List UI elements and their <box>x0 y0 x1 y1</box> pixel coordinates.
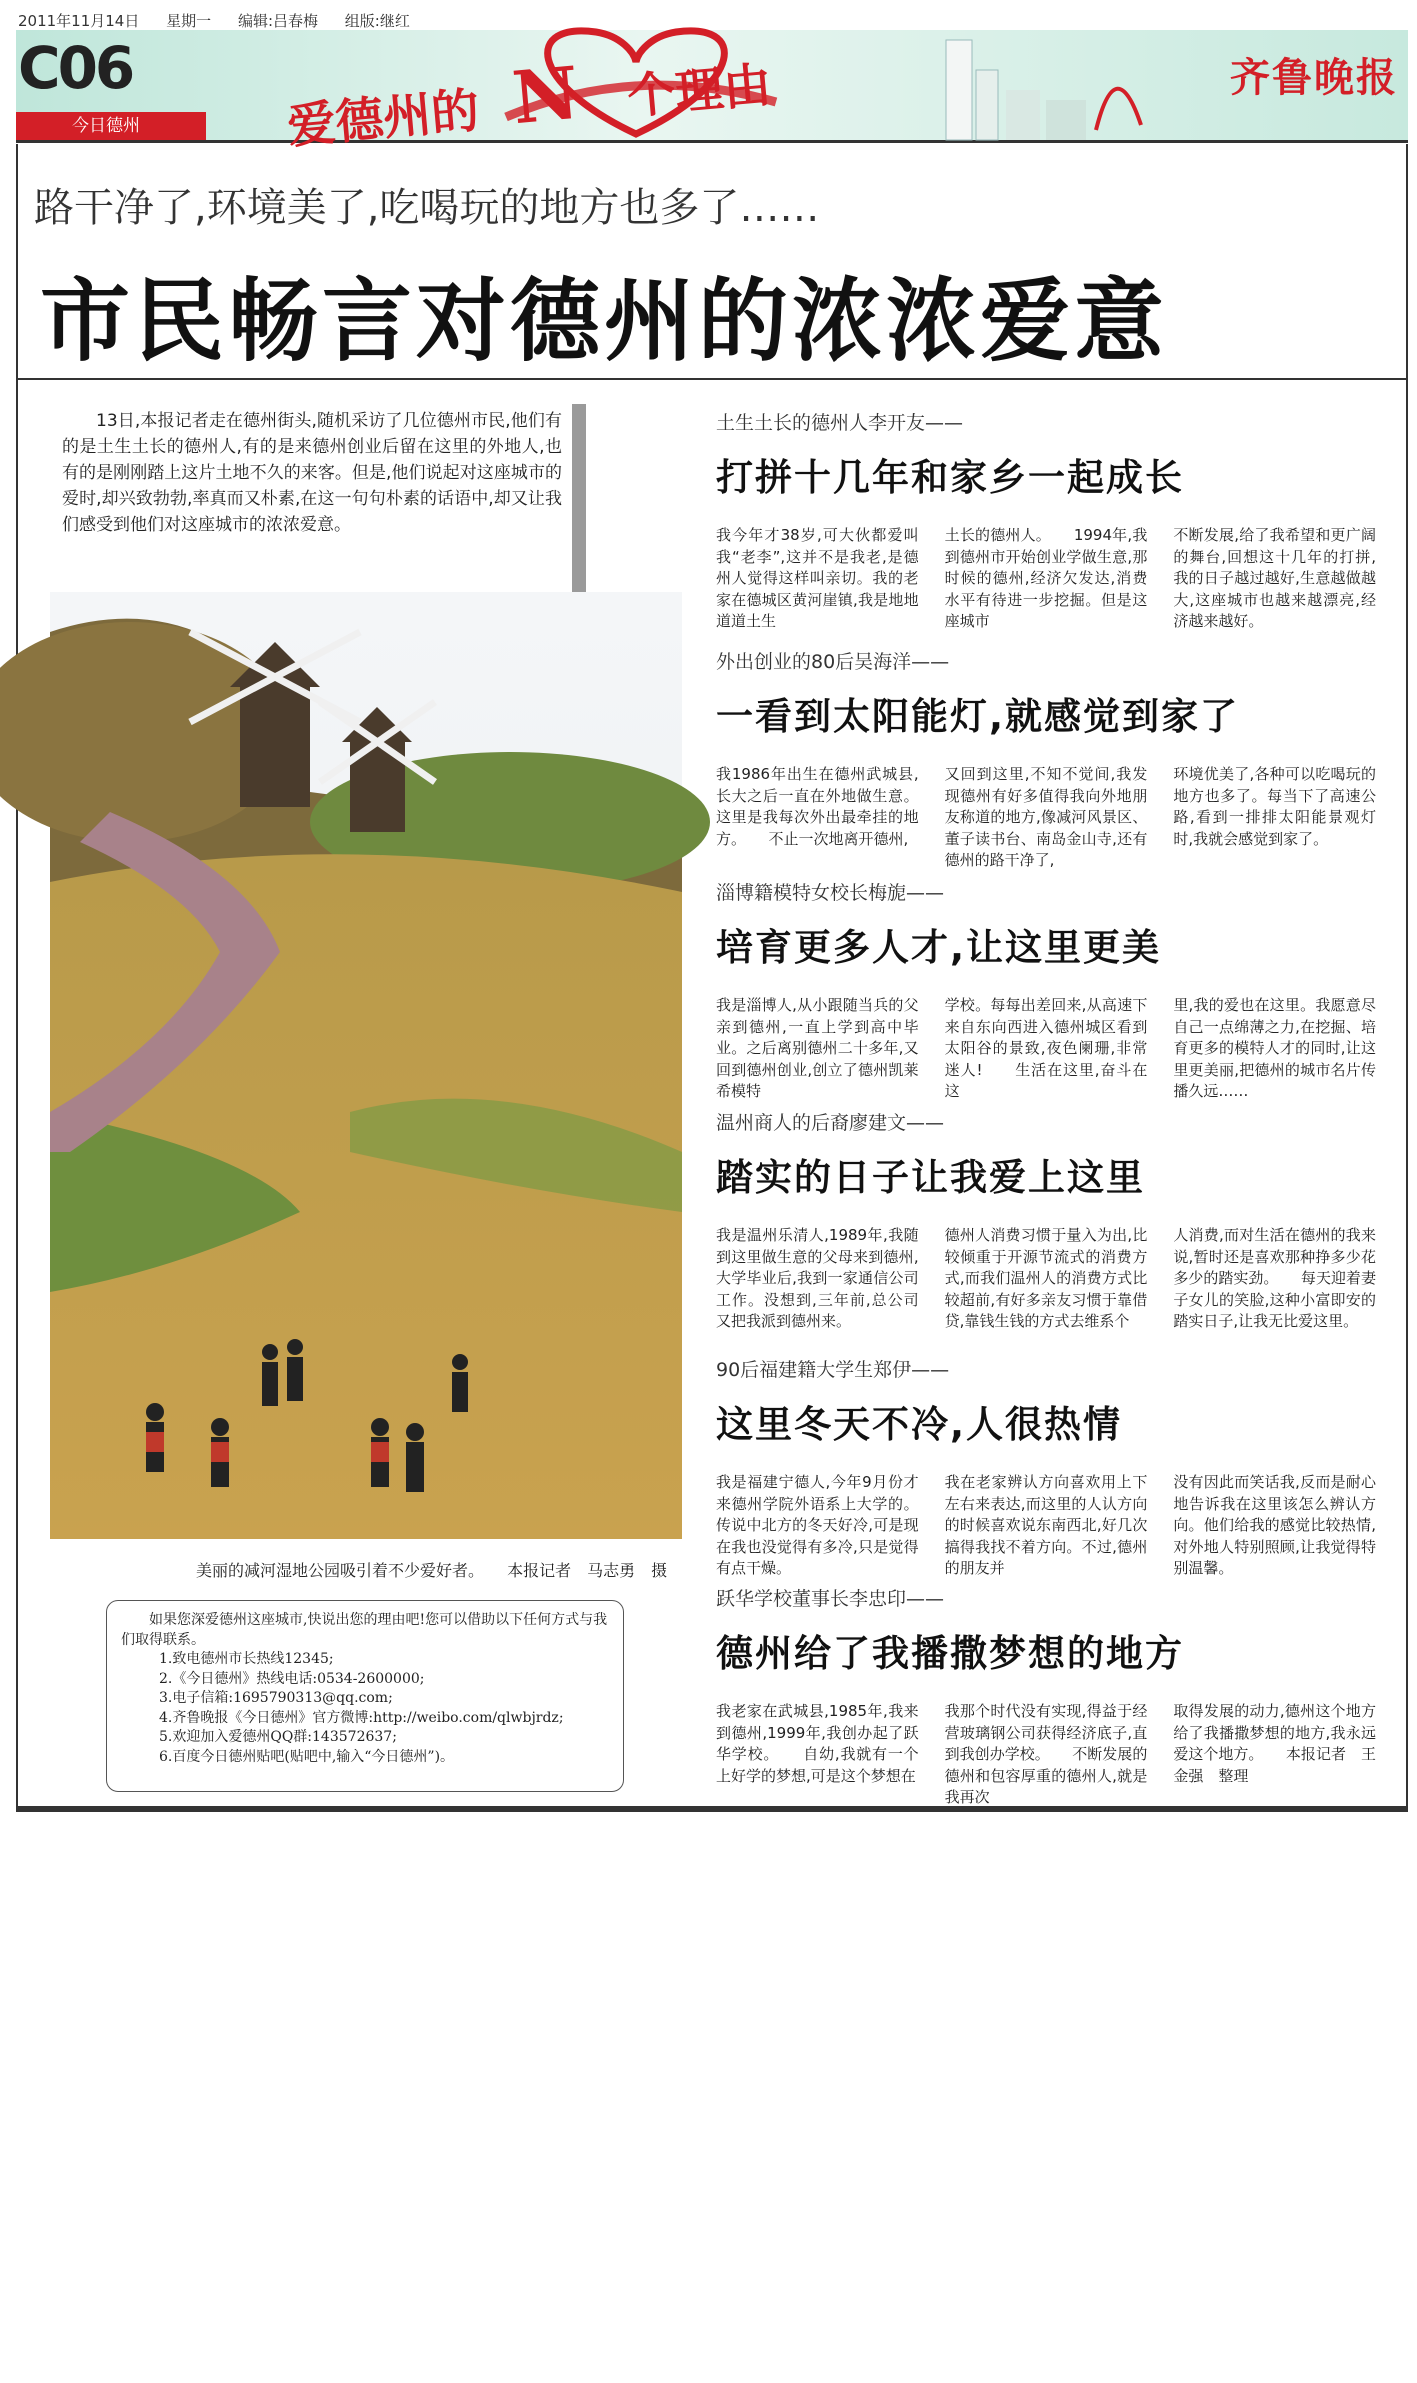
story-column-text: 取得发展的动力,德州这个地方给了我播撒梦想的地方,我永远爱这个地方。 本报记者 王金强 整理 <box>1173 1702 1376 1785</box>
story-column-text: 我在老家辨认方向喜欢用上下左右来表达,而这里的人认方向的时候喜欢说东南西北,好几次搞得我找不着方向。不过,德州的朋友并 <box>944 1473 1148 1577</box>
story-kicker: 土生土长的德州人李开友—— <box>716 412 964 434</box>
story-column-text: 我是温州乐清人,1989年,我随到这里做生意的父母来到德州,大学毕业后,我到一家通信公司工作。没想到,三年前,总公司又把我派到德州来。 <box>716 1226 919 1330</box>
contact-item: 4.齐鲁晚报《今日德州》官方微博:http://weibo.com/qlwbjrdz; <box>159 1709 564 1726</box>
story-kicker: 跃华学校董事长李忠印—— <box>716 1588 945 1610</box>
page-meta-line <box>18 10 432 31</box>
story-column-text: 里,我的爱也在这里。我愿意尽自己一点绵薄之力,在挖掘、培育更多的模特人才的同时,让这里更美丽,把德州的城市名片传播久远…… <box>1173 996 1376 1100</box>
contact-item: 1.致电德州市长热线12345; <box>159 1651 334 1667</box>
story-columns <box>716 995 1376 1100</box>
story-columns <box>716 1472 1376 1577</box>
story-column-text: 德州人消费习惯于量入为出,比较倾重于开源节流式的消费方式,而我们温州人的消费方式比较超前,有好多亲友习惯于靠借贷,靠钱生钱的方式去维系个 <box>944 1226 1148 1330</box>
park-photo <box>50 592 682 1539</box>
story-column-text: 环境优美了,各种可以吃喝玩的地方也多了。每当下了高速公路,看到一排排太阳能景观灯时,我就会感觉到家了。 <box>1173 765 1376 848</box>
photo-credit: 本报记者 马志勇 摄 <box>507 1561 668 1580</box>
story-headline: 踏实的日子让我爱上这里 <box>716 1156 1145 1199</box>
contact-item: 3.电子信箱:1695790313@qq.com; <box>159 1690 393 1706</box>
story-headline: 德州给了我播撒梦想的地方 <box>716 1632 1184 1675</box>
story-headline: 一看到太阳能灯,就感觉到家了 <box>716 695 1240 738</box>
story-column-text: 不断发展,给了我希望和更广阔的舞台,回想这十几年的打拼,我的日子越过越好,生意越做越大,这座城市也越来越漂亮,经济越来越好。 <box>1173 526 1376 630</box>
story-column-text: 我1986年出生在德州武城县,长大之后一直在外地做生意。这里是我每次外出最牵挂的地方。 不止一次地离开德州, <box>716 765 919 848</box>
story-mei-ni <box>716 878 1376 1100</box>
photo-caption: 美丽的减河湿地公园吸引着不少爱好者。 <box>196 1561 485 1580</box>
headline-divider <box>16 378 1408 380</box>
story-column-text: 没有因此而笑话我,反而是耐心地告诉我在这里该怎么辨认方向。他们给我的感觉比较热情,对外地人特别照顾,让我觉得特别温馨。 <box>1173 1473 1376 1577</box>
intro-paragraph: 13日,本报记者走在德州街头,随机采访了几位德州市民,他们有的是土生土长的德州人,有的是来德州创业后留在这里的外地人,也有的是刚刚踏上这片土地不久的来客。但是,他们说起对这座城市的爱时,却兴致勃勃,率真而又朴素,在这一句句朴素的话语中,却又让我们感受到他们对这座城市的浓浓爱意。 <box>62 411 562 535</box>
story-columns <box>716 764 1376 869</box>
issue-weekday: 星期一 <box>166 12 212 30</box>
issue-date: 2011年11月14日 <box>18 12 140 30</box>
city-skyline-graphic <box>916 30 1156 140</box>
story-wu-haiyang <box>716 647 1376 869</box>
intro-side-bar <box>572 404 586 592</box>
story-li-kaiyou <box>716 408 1376 630</box>
story-column-text: 又回到这里,不知不觉间,我发现德州有好多值得我向外地朋友称道的地方,像减河风景区、董子读书台、南岛金山寺,还有德州的路干净了, <box>944 765 1148 869</box>
story-columns <box>716 1225 1376 1330</box>
banner-title-part1: 爱德州的 <box>285 82 482 156</box>
article-subheadline: 路干净了,环境美了,吃喝玩的地方也多了…… <box>34 185 820 231</box>
story-column-text: 我是淄博人,从小跟随当兵的父亲到德州,一直上学到高中毕业。之后离别德州二十多年,又回到德州创业,创立了德州凯莱希模特 <box>716 996 919 1100</box>
contact-item: 6.百度今日德州贴吧(贴吧中,输入“今日德州”)。 <box>159 1748 455 1765</box>
story-li-zhongyin <box>716 1584 1376 1809</box>
story-zheng-yi <box>716 1355 1376 1577</box>
page-bottom-rule <box>16 1806 1408 1812</box>
story-headline: 培育更多人才,让这里更美 <box>716 926 1162 969</box>
banner-title-part2: 个理由 <box>625 56 774 126</box>
contact-box <box>106 1600 624 1792</box>
story-column-text: 我老家在武城县,1985年,我来到德州,1999年,我创办起了跃华学校。 自幼,我就有一个上好学的梦想,可是这个梦想在 <box>716 1702 919 1785</box>
editor-credit: 编辑:吕春梅 <box>237 12 318 30</box>
story-column-text: 我那个时代没有实现,得益于经营玻璃钢公司获得经济底子,直到我创办学校。 不断发展的德州和包容厚重的德州人,就是我再次 <box>944 1702 1148 1806</box>
newspaper-logo: 齐鲁晚报 <box>1230 54 1398 101</box>
story-column-text: 土长的德州人。 1994年,我到德州市开始创业学做生意,那时候的德州,经济欠发达,消费水平有待进一步挖掘。但是这座城市 <box>944 526 1148 630</box>
article-headline: 市民畅言对德州的浓浓爱意 <box>40 269 1168 374</box>
story-column-text: 我今年才38岁,可大伙都爱叫我“老李”,这并不是我老,是德州人觉得这样叫亲切。我的老家在德城区黄河崖镇,我是地地道道土生 <box>716 526 919 630</box>
contact-item: 2.《今日德州》热线电话:0534-2600000; <box>159 1670 425 1687</box>
story-headline: 这里冬天不冷,人很热情 <box>716 1403 1123 1446</box>
section-label: 今日德州 <box>16 112 206 140</box>
story-liao-jianwen <box>716 1108 1376 1330</box>
story-column-text: 人消费,而对生活在德州的我来说,暂时还是喜欢那种挣多少花多少的踏实劲。 每天迎着妻子女儿的笑脸,这种小富即安的踏实日子,让我无比爱这里。 <box>1173 1226 1376 1330</box>
story-column-text: 学校。每每出差回来,从高速下来自东向西进入德州城区看到太阳谷的景致,夜色阑珊,非常迷人! 生活在这里,奋斗在这 <box>944 996 1148 1100</box>
story-headline: 打拼十几年和家乡一起成长 <box>716 456 1184 499</box>
story-kicker: 温州商人的后裔廖建文—— <box>716 1112 945 1134</box>
story-columns <box>716 525 1376 630</box>
story-kicker: 外出创业的80后吴海洋—— <box>716 651 950 673</box>
page-number: C06 <box>18 34 133 102</box>
story-kicker: 淄博籍模特女校长梅旎—— <box>716 882 945 904</box>
story-kicker: 90后福建籍大学生郑伊—— <box>716 1359 950 1381</box>
photo-caption-line <box>196 1558 667 1581</box>
contact-item: 5.欢迎加入爱德州QQ群:143572637; <box>159 1729 397 1745</box>
layout-credit: 组版:继红 <box>344 12 410 30</box>
page-banner <box>16 30 1408 156</box>
contact-intro: 如果您深爱德州这座城市,快说出您的理由吧!您可以借助以下任何方式与我们取得联系。 <box>121 1612 608 1648</box>
story-column-text: 我是福建宁德人,今年9月份才来德州学院外语系上大学的。传说中北方的冬天好冷,可是现在我也没觉得有多冷,只是觉得有点干燥。 <box>716 1473 919 1577</box>
banner-letter-n: N <box>509 49 583 141</box>
story-columns <box>716 1701 1376 1809</box>
